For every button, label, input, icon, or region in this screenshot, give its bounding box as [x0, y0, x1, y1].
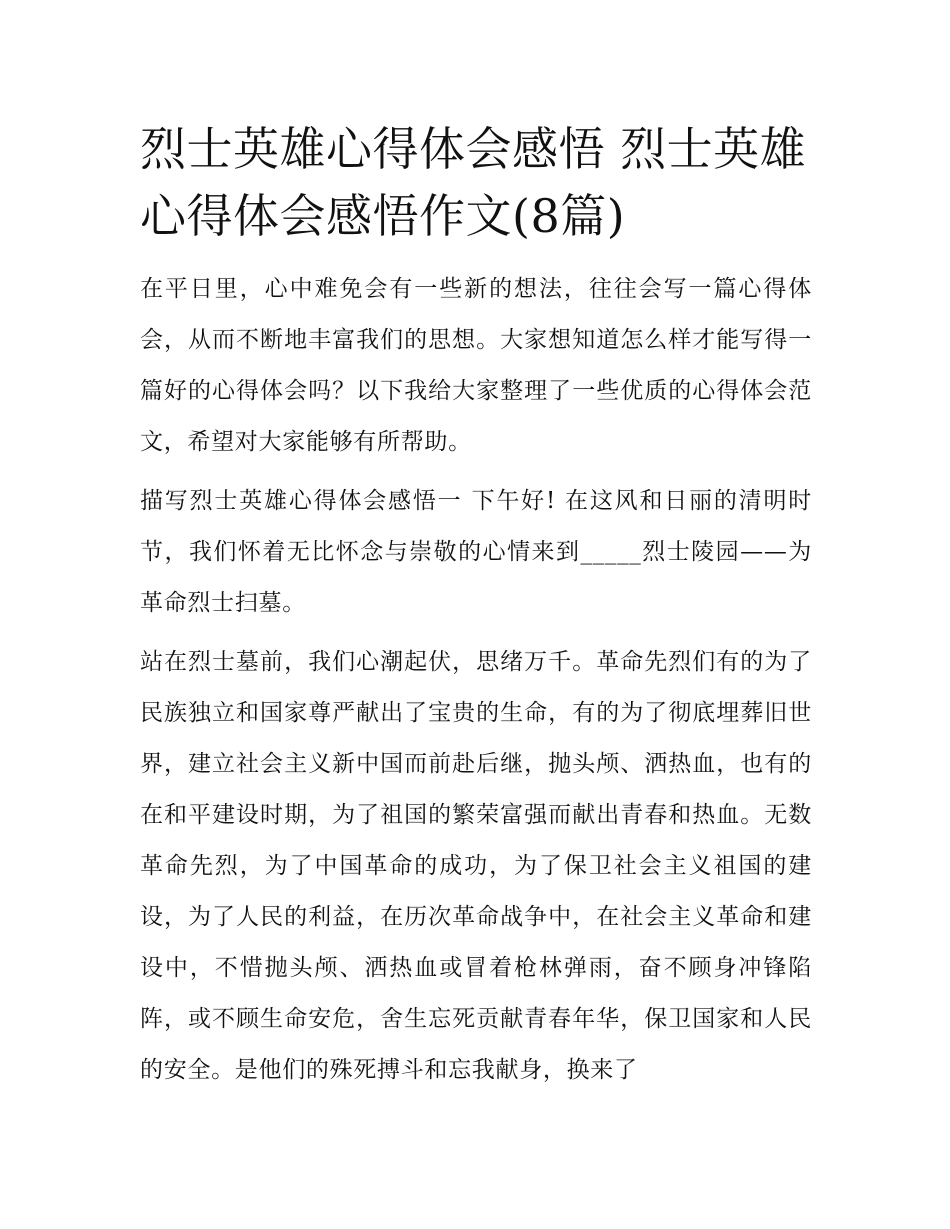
- document-title: 烈士英雄心得体会感悟 烈士英雄心得体会感悟作文(8篇): [140, 122, 807, 243]
- section-one-opening-paragraph: 描写烈士英雄心得体会感悟一 下午好! 在这风和日丽的清明时节，我们怀着无比怀念与崇敬的心情来到_____烈士陵园——为革命烈士扫墓。: [140, 488, 812, 616]
- body-paragraph: 站在烈士墓前，我们心潮起伏，思绪万千。革命先烈们有的为了民族独立和国家尊严献出了宝贵的生命，有的为了彻底埋葬旧世界，建立社会主义新中国而前赴后继，抛头颅、洒热血，也有的在和平建设时期，为了祖国的繁荣富强而献出青春和热血。无数革命先烈，为了中国革命的成功，为了保卫社会主义祖国的建设，为了人民的利益，在历次革命战争中，在社会主义革命和建设中，不惜抛头颅、洒热血或冒着枪林弹雨，奋不顾身冲锋陷阵，或不顾生命安危，舍生忘死贡献青春年华，保卫国家和人民的安全。是他们的殊死搏斗和忘我献身，换来了: [140, 649, 812, 1083]
- document-content: [140, 116, 812, 1096]
- intro-paragraph: 在平日里，心中难免会有一些新的想法，往往会写一篇心得体会，从而不断地丰富我们的思想。大家想知道怎么样才能写得一篇好的心得体会吗？以下我给大家整理了一些优质的心得体会范文，希望对大家能够有所帮助。: [140, 276, 812, 455]
